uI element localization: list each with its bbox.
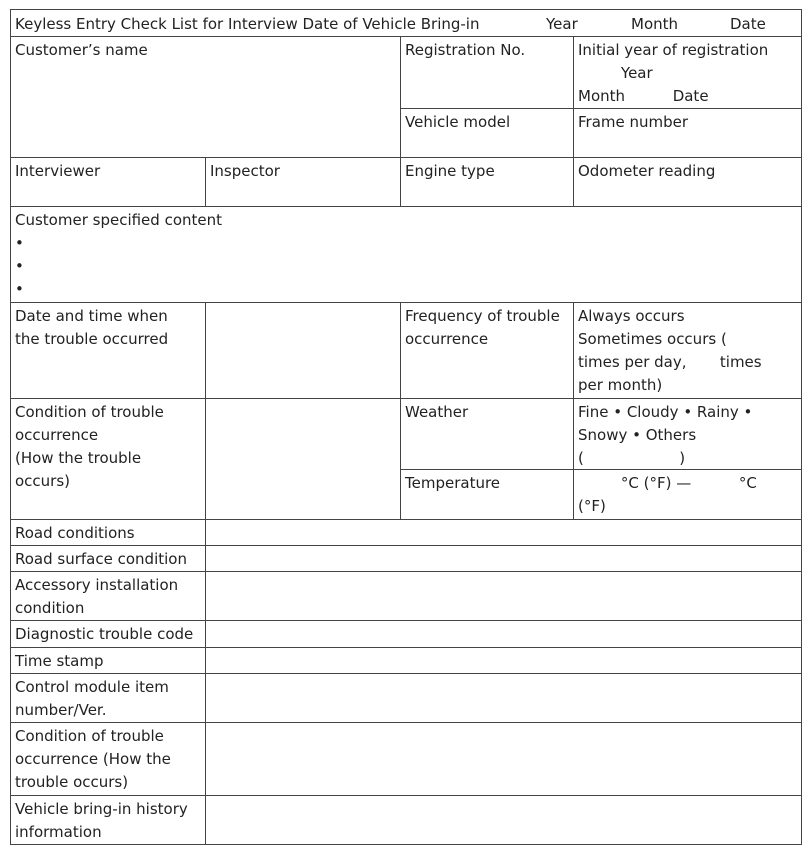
divider bbox=[205, 519, 206, 844]
bring-in-history-label: Vehicle bring-in history information bbox=[15, 800, 188, 841]
registration-no-label: Registration No. bbox=[405, 41, 526, 59]
weather-value: Fine • Cloudy • Rainy • Snowy • Others ( ) bbox=[578, 403, 753, 467]
bullet: • bbox=[15, 280, 24, 298]
title-date-label: Date bbox=[730, 15, 766, 33]
inspector-label: Inspector bbox=[210, 162, 280, 180]
road-surface-label: Road surface condition bbox=[15, 550, 187, 568]
frequency-cell bbox=[401, 303, 573, 398]
control-module-cell bbox=[11, 674, 205, 722]
title-year-label: Year bbox=[546, 15, 578, 33]
accessory-cell bbox=[11, 572, 205, 620]
vehicle-model-cell bbox=[401, 109, 573, 157]
control-module-label: Control module item number/Ver. bbox=[15, 678, 169, 719]
check-list-form bbox=[10, 9, 802, 845]
condition2-label: Condition of trouble occurrence (How the trouble occurs) bbox=[15, 727, 171, 791]
bullet: • bbox=[15, 234, 24, 252]
bring-in-history-cell bbox=[11, 796, 205, 844]
date-time-label: Date and time when the trouble occurred bbox=[15, 307, 169, 348]
title-month-label: Month bbox=[631, 15, 679, 33]
frequency-value-cell bbox=[574, 303, 801, 398]
odometer-cell bbox=[574, 158, 801, 206]
time-stamp-label: Time stamp bbox=[15, 652, 104, 670]
divider bbox=[205, 302, 206, 519]
road-conditions-cell bbox=[11, 520, 205, 545]
frame-number-cell bbox=[574, 109, 801, 157]
condition-label: Condition of trouble occurrence (How the trouble occurs) bbox=[15, 403, 164, 490]
temperature-label: Temperature bbox=[405, 474, 501, 492]
initial-year-label: Initial year of registration Year Month Date bbox=[578, 41, 769, 105]
temperature-cell bbox=[401, 470, 573, 519]
registration-no-cell bbox=[401, 37, 573, 108]
odometer-label: Odometer reading bbox=[578, 162, 716, 180]
temperature-value: °C (°F) — °C (°F) bbox=[578, 474, 757, 515]
customer-name-label: Customer’s name bbox=[15, 41, 148, 59]
frequency-label: Frequency of trouble occurrence bbox=[405, 307, 560, 348]
weather-label: Weather bbox=[405, 403, 469, 421]
frame-number-label: Frame number bbox=[578, 113, 689, 131]
condition2-cell bbox=[11, 723, 205, 795]
bullet: • bbox=[15, 257, 24, 275]
inspector-cell bbox=[206, 158, 400, 206]
interviewer-label: Interviewer bbox=[15, 162, 101, 180]
condition-cell bbox=[11, 399, 205, 519]
weather-value-cell bbox=[574, 399, 801, 469]
vehicle-model-label: Vehicle model bbox=[405, 113, 511, 131]
weather-cell bbox=[401, 399, 573, 469]
dtc-cell bbox=[11, 621, 205, 647]
engine-type-label: Engine type bbox=[405, 162, 495, 180]
initial-year-cell bbox=[574, 37, 801, 108]
date-time-cell bbox=[11, 303, 205, 398]
interviewer-cell bbox=[11, 158, 205, 206]
frequency-value: Always occurs Sometimes occurs ( times per day, times per month) bbox=[578, 307, 762, 394]
accessory-label: Accessory installation condition bbox=[15, 576, 179, 617]
temperature-value-cell bbox=[574, 470, 801, 519]
customer-content-label: Customer specified content • • • bbox=[15, 211, 223, 298]
engine-type-cell bbox=[401, 158, 573, 206]
form-title: Keyless Entry Check List for Interview Date of Vehicle Bring-in bbox=[15, 15, 480, 33]
road-conditions-label: Road conditions bbox=[15, 524, 135, 542]
road-surface-cell bbox=[11, 546, 205, 571]
customer-content-cell bbox=[11, 207, 801, 302]
customer-name-cell bbox=[11, 37, 400, 157]
dtc-label: Diagnostic trouble code bbox=[15, 625, 194, 643]
time-stamp-cell bbox=[11, 648, 205, 673]
